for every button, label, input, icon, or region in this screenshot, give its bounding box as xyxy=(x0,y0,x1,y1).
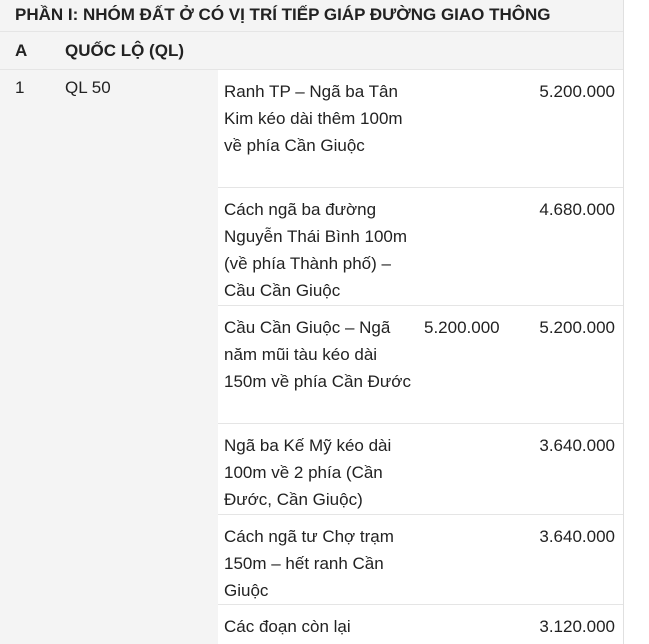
segment-price-a: 5.200.000 xyxy=(424,318,500,337)
road-name: QL 50 xyxy=(65,78,111,97)
segment-description: Cách ngã ba đường Nguyễn Thái Bình 100m (về phía Thành phố) – Cầu Cần Giuộc xyxy=(224,200,408,300)
table-row xyxy=(218,424,623,515)
group-row xyxy=(0,32,623,70)
page-margin xyxy=(625,0,649,644)
segment-description: Cầu Cần Giuộc – Ngã năm mũi tàu kéo dài 150m về phía Cần Đước xyxy=(224,318,411,391)
segment-price-b: 3.120.000 xyxy=(539,617,615,636)
table-row xyxy=(218,515,623,605)
segment-price-b: 3.640.000 xyxy=(539,436,615,455)
section-heading: PHẦN I: NHÓM ĐẤT Ở CÓ VỊ TRÍ TIẾP GIÁP ĐƯỜNG GIAO THÔNG xyxy=(0,0,623,32)
group-code: A xyxy=(15,41,28,60)
segment-description: Ngã ba Kế Mỹ kéo dài 100m về 2 phía (Cần Đước, Cần Giuộc) xyxy=(224,436,392,509)
table-row xyxy=(218,70,623,188)
segment-price-b: 5.200.000 xyxy=(539,318,615,337)
segment-description: Cách ngã tư Chợ trạm 150m – hết ranh Cần Giuộc xyxy=(224,527,394,600)
segment-price-b: 4.680.000 xyxy=(539,200,615,219)
segment-price-b: 5.200.000 xyxy=(539,82,615,101)
table-row xyxy=(218,188,623,306)
table-row xyxy=(218,306,623,424)
table-row xyxy=(218,605,623,644)
group-name: QUỐC LỘ (QL) xyxy=(65,41,184,60)
segment-price-b: 3.640.000 xyxy=(539,527,615,546)
segment-description: Ranh TP – Ngã ba Tân Kim kéo dài thêm 100m về phía Cần Giuộc xyxy=(224,82,403,155)
segment-description: Các đoạn còn lại xyxy=(224,617,351,636)
road-block xyxy=(0,70,623,644)
road-number: 1 xyxy=(15,78,25,97)
